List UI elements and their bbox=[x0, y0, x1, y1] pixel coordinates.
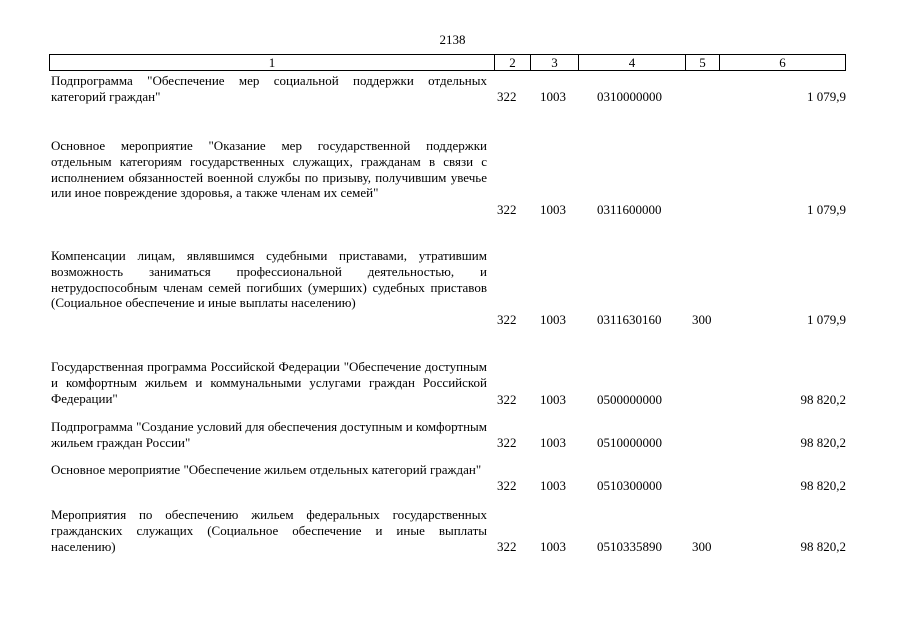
column-header-2: 2 bbox=[494, 55, 530, 70]
row-code-3: 1003 bbox=[540, 202, 566, 217]
row-code-2: 322 bbox=[497, 202, 517, 217]
row-code-2: 322 bbox=[497, 312, 517, 327]
row-description: Основное мероприятие "Оказание мер государственной поддержки отдельным категориям государственных служащих, гражданам в связи с исполнением обязанностей военной службы по призыву, получившим увечье или иное повреждение здоровья, а также членам их семей" bbox=[51, 138, 487, 201]
row-amount: 1 079,9 bbox=[807, 312, 846, 327]
page-number: 2138 bbox=[439, 32, 466, 47]
row-amount: 98 820,2 bbox=[800, 392, 846, 407]
row-code-4: 0311600000 bbox=[597, 202, 662, 217]
row-code-2: 322 bbox=[497, 435, 517, 450]
row-code-2: 322 bbox=[497, 392, 517, 407]
row-code-3: 1003 bbox=[540, 89, 566, 104]
row-description: Мероприятия по обеспечению жильем федеральных государственных гражданских служащих (Социальное обеспечение и иные выплаты населению) bbox=[51, 507, 487, 554]
column-header-4: 4 bbox=[578, 55, 685, 70]
row-code-5: 300 bbox=[692, 539, 712, 554]
row-code-3: 1003 bbox=[540, 435, 566, 450]
row-description: Подпрограмма "Создание условий для обеспечения доступным и комфортным жильем граждан России" bbox=[51, 419, 487, 450]
row-amount: 98 820,2 bbox=[800, 539, 846, 554]
row-amount: 1 079,9 bbox=[807, 202, 846, 217]
row-code-2: 322 bbox=[497, 539, 517, 554]
row-description: Компенсации лицам, являвшимся судебными приставами, утратившим возможность заниматься профессиональной деятельностью, и нетрудоспособным членам семей погибших (умерших) судебных приставов (Социальное обеспечение и иные выплаты населению) bbox=[51, 248, 487, 311]
row-code-4: 0510335890 bbox=[597, 539, 662, 554]
column-header-1: 1 bbox=[268, 55, 276, 70]
row-code-3: 1003 bbox=[540, 312, 566, 327]
row-code-4: 0510300000 bbox=[597, 478, 662, 493]
row-amount: 98 820,2 bbox=[800, 435, 846, 450]
column-header-5: 5 bbox=[685, 55, 719, 70]
row-code-3: 1003 bbox=[540, 478, 566, 493]
row-amount: 98 820,2 bbox=[800, 478, 846, 493]
row-description: Основное мероприятие "Обеспечение жильем отдельных категорий граждан" bbox=[51, 462, 482, 477]
row-code-4: 0311630160 bbox=[597, 312, 662, 327]
row-code-3: 1003 bbox=[540, 392, 566, 407]
row-code-4: 0310000000 bbox=[597, 89, 662, 104]
row-code-2: 322 bbox=[497, 478, 517, 493]
table-header bbox=[49, 54, 846, 71]
row-amount: 1 079,9 bbox=[807, 89, 846, 104]
row-code-4: 0510000000 bbox=[597, 435, 662, 450]
row-description: Государственная программа Российской Федерации "Обеспечение доступным и комфортным жильем и коммунальными услугами граждан Российской Федерации" bbox=[51, 359, 487, 406]
row-description: Подпрограмма "Обеспечение мер социальной поддержки отдельных категорий граждан" bbox=[51, 73, 487, 104]
row-code-4: 0500000000 bbox=[597, 392, 662, 407]
row-code-3: 1003 bbox=[540, 539, 566, 554]
column-header-6: 6 bbox=[719, 55, 845, 70]
row-code-2: 322 bbox=[497, 89, 517, 104]
row-code-5: 300 bbox=[692, 312, 712, 327]
column-header-3: 3 bbox=[530, 55, 578, 70]
